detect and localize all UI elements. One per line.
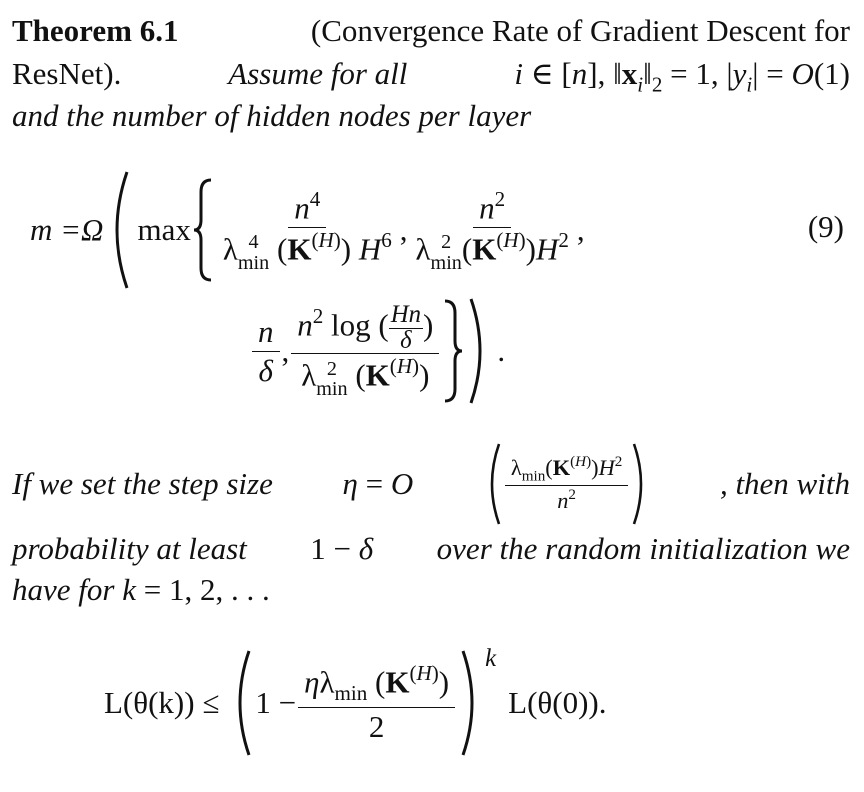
have-for-line: [12, 571, 850, 608]
right-paren: [630, 441, 650, 527]
bound-lhs: L(θ(k)) ≤: [104, 685, 220, 721]
fraction-n2: $n^2$ λ 2 min $(K^{(H)})H^2$: [415, 187, 569, 274]
bound-rhs: L(θ(0)).: [508, 685, 607, 721]
k-range: k = 1, 2, . . .: [122, 572, 270, 607]
theorem-title-part2: ResNet).: [12, 56, 122, 91]
max-operator: max: [137, 212, 191, 248]
fraction-n2-log: $n^2$ log ( $\frac{Hn}{\delta}$ ) λ 2 min $(K^{(H)})$: [291, 303, 439, 399]
bound-right-paren: [457, 647, 485, 759]
have-text: have for: [12, 572, 115, 607]
prob-text: probability at least: [12, 531, 247, 566]
right-brace: [441, 299, 465, 403]
bound-fraction: $\frac{\eta\lambda_{min} (K^{(H)})}{2}$: [298, 661, 455, 744]
equation-lhs: m =Ω: [30, 212, 104, 248]
assumption-math: i ∈ [n], $‖x_i‖_2 = 1$, $|y_i| = O(1)$: [514, 56, 850, 97]
assume-text: Assume for all: [228, 56, 408, 91]
theorem-title-part1: (Convergence Rate of Gradient Descent for: [310, 13, 850, 48]
one-minus-delta: 1 − δ: [310, 531, 374, 566]
eta-fraction: $\frac{\lambda_{min}(K^{(H)})H^2}{n^2}$: [505, 453, 628, 515]
big-left-paren: [103, 168, 133, 292]
left-brace: [191, 178, 215, 282]
eta-fraction-group: [483, 441, 650, 527]
loss-bound: L(θ(k)) ≤ 1 − $\frac{\eta\lambda_{min} (K^{(H)})}{2}$ k L(θ(0)).: [104, 644, 606, 762]
fraction-n4: $n^4$ λ 4 min $(K^{(H)})$ $H^6$: [222, 187, 392, 274]
theorem-line-1: [12, 12, 850, 49]
then-text: , then with: [719, 466, 850, 502]
fraction-n-delta: $\frac{n}{\delta}$: [252, 313, 280, 388]
exponent-k: k: [485, 645, 497, 672]
big-right-paren: [465, 295, 491, 407]
probability-line: [12, 530, 850, 567]
equation-9-row-2: $\frac{n}{\delta}$ , $n^2$ log ( $\frac{Hn}{\delta}$ ) λ 2 min $(K^{(H)})$ .: [250, 294, 505, 408]
equation-number: (9): [807, 209, 844, 244]
eta-def: η = O: [342, 466, 414, 502]
left-paren: [483, 441, 503, 527]
and-text: and the number of hidden nodes per layer: [12, 98, 532, 133]
step-size-line: [12, 440, 850, 528]
equation-9-row-1: m =Ω max $n^4$ λ 4 min $(K^{(H)})$ $H^6$ , $n^2$ λ 2 min $(K^{(H)})H^2$ ,: [30, 168, 585, 292]
prob-mid-text: over the random initialization we: [436, 531, 850, 566]
bound-left-paren: [227, 647, 255, 759]
theorem-line-3: [12, 97, 850, 134]
theorem-heading: Theorem 6.1: [12, 13, 179, 48]
if-text: If we set the step size: [12, 466, 273, 502]
theorem-line-2: [12, 55, 850, 98]
